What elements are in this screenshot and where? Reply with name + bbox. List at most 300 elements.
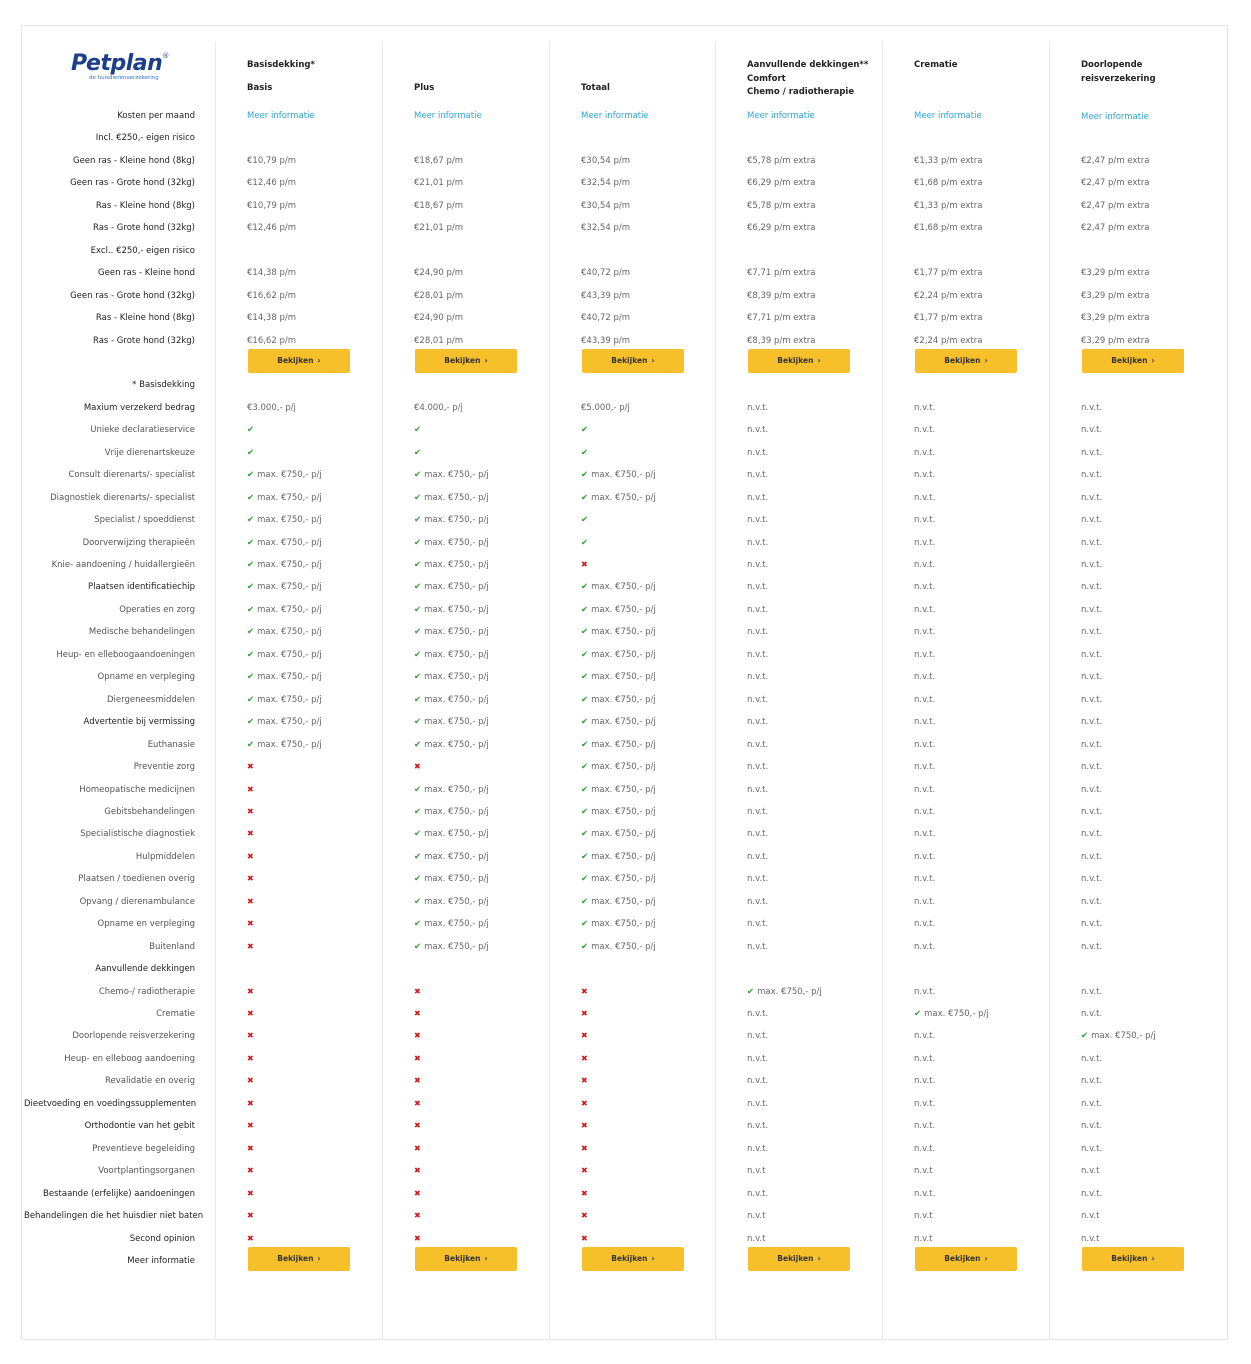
table-cell xyxy=(414,739,489,751)
cell-value: €10,79 p/m xyxy=(247,155,296,166)
cell-value: max. €750,- p/j xyxy=(591,806,656,817)
cell-value: n.v.t. xyxy=(1081,784,1103,795)
table-cell xyxy=(414,492,489,504)
table-cell xyxy=(1081,424,1102,436)
table-cell xyxy=(581,537,591,549)
table-cell xyxy=(247,469,322,481)
table-cell xyxy=(414,1165,421,1177)
cell-value: max. €750,- p/j xyxy=(257,739,322,750)
row-label: Ras - Grote hond (32kg) xyxy=(92,335,195,346)
table-cell xyxy=(247,761,254,773)
cell-value: n.v.t. xyxy=(747,582,769,593)
table-cell xyxy=(581,626,656,638)
cell-value: n.v.t. xyxy=(747,1098,769,1109)
cross-icon: ✖ xyxy=(247,762,254,772)
cross-icon: ✖ xyxy=(414,1009,421,1018)
cross-icon: ✖ xyxy=(414,762,421,772)
table-cell xyxy=(581,267,630,279)
cell-value: max. €750,- p/j xyxy=(591,649,656,660)
table-cell xyxy=(1081,1008,1102,1020)
bekijken-button[interactable] xyxy=(1082,1247,1184,1271)
table-cell xyxy=(747,784,768,796)
row-label: Preventie zorg xyxy=(133,762,195,773)
cross-icon: ✖ xyxy=(247,919,254,929)
table-cell xyxy=(247,649,322,661)
row-label: Chemo-/ radiotherapie xyxy=(98,986,195,997)
table-cell xyxy=(581,1008,588,1020)
cell-value: €18,67 p/m xyxy=(414,155,463,166)
table-cell xyxy=(1081,671,1102,683)
row-label: Advertentie bij vermissing xyxy=(83,717,195,728)
table-cell xyxy=(414,1075,421,1087)
cell-value: n.v.t. xyxy=(914,537,936,548)
table-cell xyxy=(414,1233,421,1245)
checkmark-icon: ✔ xyxy=(414,806,422,817)
table-cell xyxy=(747,1165,766,1177)
table-cell xyxy=(581,177,630,189)
table-cell xyxy=(1081,1053,1102,1065)
table-cell xyxy=(747,739,768,751)
table-cell xyxy=(581,335,630,347)
cell-value: €30,54 p/m xyxy=(581,155,630,166)
table-cell xyxy=(414,851,489,863)
table-cell xyxy=(414,1120,421,1132)
checkmark-icon: ✔ xyxy=(747,986,755,997)
registered-mark: ® xyxy=(162,52,170,60)
checkmark-icon: ✔ xyxy=(581,627,589,638)
table-cell xyxy=(581,1210,588,1222)
cross-icon: ✖ xyxy=(247,874,254,884)
table-cell xyxy=(247,873,254,885)
column-header-1: Basis xyxy=(247,83,273,93)
bekijken-button[interactable] xyxy=(748,349,850,373)
table-cell xyxy=(247,267,296,279)
checkmark-icon: ✔ xyxy=(414,919,422,930)
cell-value: €1,77 p/m extra xyxy=(914,313,983,324)
cross-icon: ✖ xyxy=(414,1121,421,1131)
row-label: Homeopatische medicijnen xyxy=(79,784,195,795)
checkmark-icon: ✔ xyxy=(247,694,255,705)
cell-value: €43,39 p/m xyxy=(581,335,630,346)
cross-icon: ✖ xyxy=(247,941,254,951)
table-cell xyxy=(747,604,768,616)
meer-informatie-link[interactable]: Meer informatie xyxy=(414,111,482,121)
row-label: Meer informatie xyxy=(127,1255,195,1266)
row-label: Maxium verzekerd bedrag xyxy=(83,402,195,413)
table-cell xyxy=(747,402,768,414)
table-cell xyxy=(747,537,768,549)
cross-icon: ✖ xyxy=(247,1076,254,1086)
table-cell xyxy=(1081,492,1102,504)
table-cell xyxy=(247,896,254,908)
table-cell xyxy=(581,671,656,683)
cell-value: n.v.t. xyxy=(1081,1188,1103,1199)
cell-value: max. €750,- p/j xyxy=(424,874,489,885)
row-label: Euthanasie xyxy=(147,739,195,750)
cross-icon: ✖ xyxy=(247,1031,254,1041)
cross-icon: ✖ xyxy=(414,1166,421,1176)
cross-icon: ✖ xyxy=(247,1233,254,1243)
cell-value: n.v.t xyxy=(914,1211,933,1222)
cross-icon: ✖ xyxy=(247,1098,254,1108)
checkmark-icon: ✔ xyxy=(247,492,255,503)
cell-value: €2,47 p/m extra xyxy=(1081,155,1150,166)
button-label: Bekijken xyxy=(444,1253,481,1263)
table-cell xyxy=(1081,761,1102,773)
cell-value: €16,62 p/m xyxy=(247,290,296,301)
cell-value: max. €750,- p/j xyxy=(424,560,489,570)
cell-value: n.v.t. xyxy=(1081,806,1103,817)
cell-value: n.v.t. xyxy=(914,560,936,570)
table-cell xyxy=(581,222,630,234)
table-cell xyxy=(581,694,656,706)
checkmark-icon: ✔ xyxy=(414,784,422,795)
cell-value: max. €750,- p/j xyxy=(257,560,322,570)
cell-value: n.v.t. xyxy=(914,582,936,593)
cell-value: n.v.t. xyxy=(914,672,936,683)
cross-icon: ✖ xyxy=(414,1143,421,1153)
cell-value: n.v.t. xyxy=(1081,1076,1103,1087)
cell-value: n.v.t. xyxy=(914,829,936,840)
table-cell xyxy=(747,312,815,324)
table-cell xyxy=(247,671,322,683)
table-cell xyxy=(914,1233,933,1245)
meer-informatie-link[interactable]: Meer informatie xyxy=(247,111,315,121)
cross-icon: ✖ xyxy=(581,1076,588,1086)
table-cell xyxy=(1081,806,1102,818)
cell-value: max. €750,- p/j xyxy=(757,986,822,997)
cross-icon: ✖ xyxy=(581,1009,588,1018)
table-cell xyxy=(414,200,463,212)
table-cell xyxy=(914,986,935,998)
table-cell xyxy=(1081,784,1102,796)
cell-value: €6,29 p/m extra xyxy=(747,178,816,189)
cell-value: n.v.t xyxy=(747,1211,766,1222)
bekijken-button[interactable] xyxy=(582,1247,684,1271)
column-header-6: reisverzekering xyxy=(1081,73,1156,84)
table-cell xyxy=(247,918,254,930)
bekijken-button[interactable] xyxy=(415,349,517,373)
table-cell xyxy=(747,1210,766,1222)
row-label: Geen ras - Kleine hond (8kg) xyxy=(72,155,195,166)
cell-value: n.v.t. xyxy=(914,739,936,750)
table-cell xyxy=(747,694,768,706)
bekijken-button[interactable] xyxy=(415,1247,517,1271)
cell-value: n.v.t. xyxy=(747,470,769,481)
bekijken-button[interactable] xyxy=(248,349,350,373)
table-cell xyxy=(581,200,630,212)
checkmark-icon: ✔ xyxy=(414,447,422,458)
bekijken-button[interactable] xyxy=(1082,349,1184,373)
cell-value: n.v.t xyxy=(747,1166,766,1177)
table-cell xyxy=(1081,941,1102,953)
table-cell xyxy=(414,604,489,616)
cell-value: n.v.t. xyxy=(747,560,769,570)
cell-value: n.v.t. xyxy=(914,784,936,795)
table-cell xyxy=(414,1053,421,1065)
table-cell xyxy=(581,581,656,593)
checkmark-icon: ✔ xyxy=(414,672,422,683)
table-cell xyxy=(1081,1143,1102,1155)
cell-value: n.v.t. xyxy=(914,1053,936,1064)
cross-icon: ✖ xyxy=(247,1121,254,1131)
table-cell xyxy=(747,1143,768,1155)
checkmark-icon: ✔ xyxy=(581,649,589,660)
cell-value: €30,54 p/m xyxy=(581,200,630,211)
table-cell xyxy=(747,492,768,504)
cell-value: max. €750,- p/j xyxy=(591,604,656,615)
table-cell xyxy=(747,1030,768,1042)
table-cell xyxy=(747,896,768,908)
cell-value: max. €750,- p/j xyxy=(257,672,322,683)
table-cell xyxy=(914,828,935,840)
table-cell xyxy=(581,761,656,773)
row-label: Hulpmiddelen xyxy=(135,851,195,862)
table-cell xyxy=(747,222,815,234)
cell-value: €6,29 p/m extra xyxy=(747,223,816,234)
table-cell xyxy=(1081,514,1102,526)
checkmark-icon: ✔ xyxy=(581,537,589,548)
cell-value: n.v.t. xyxy=(1081,402,1103,413)
table-cell xyxy=(914,335,982,347)
table-cell xyxy=(1081,290,1149,302)
table-cell xyxy=(914,1188,935,1200)
table-cell xyxy=(581,492,656,504)
cell-value: n.v.t. xyxy=(747,739,769,750)
checkmark-icon: ✔ xyxy=(581,582,589,593)
cell-value: €40,72 p/m xyxy=(581,268,630,279)
table-cell xyxy=(414,694,489,706)
table-cell xyxy=(914,1143,935,1155)
table-cell xyxy=(1081,1165,1100,1177)
cell-value: max. €750,- p/j xyxy=(591,784,656,795)
button-label: Bekijken xyxy=(444,355,481,365)
cell-value: €8,39 p/m extra xyxy=(747,290,816,301)
row-label: Ras - Kleine hond (8kg) xyxy=(95,313,195,324)
table-cell xyxy=(581,514,591,526)
cell-value: max. €750,- p/j xyxy=(424,851,489,862)
cell-value: max. €750,- p/j xyxy=(424,829,489,840)
checkmark-icon: ✔ xyxy=(247,582,255,593)
table-cell xyxy=(414,1210,421,1222)
table-cell xyxy=(247,581,322,593)
bekijken-button[interactable] xyxy=(915,349,1017,373)
cell-value: €1,68 p/m extra xyxy=(914,223,983,234)
cell-value: n.v.t. xyxy=(914,919,936,930)
table-cell xyxy=(1081,469,1102,481)
checkmark-icon: ✔ xyxy=(414,582,422,593)
table-cell xyxy=(914,492,935,504)
cell-value: n.v.t. xyxy=(1081,851,1103,862)
brand-name: Petplan xyxy=(71,51,163,76)
cell-value: n.v.t. xyxy=(914,1143,936,1154)
checkmark-icon: ✔ xyxy=(581,739,589,750)
cell-value: max. €750,- p/j xyxy=(424,537,489,548)
cell-value: n.v.t. xyxy=(914,941,936,952)
table-cell xyxy=(247,1075,254,1087)
cell-value: n.v.t. xyxy=(1081,739,1103,750)
cell-value: n.v.t. xyxy=(1081,694,1103,705)
table-cell xyxy=(1081,918,1102,930)
meer-informatie-link[interactable]: Meer informatie xyxy=(581,111,649,121)
table-cell xyxy=(247,626,322,638)
table-cell xyxy=(247,290,296,302)
checkmark-icon: ✔ xyxy=(414,896,422,907)
cell-value: n.v.t. xyxy=(747,627,769,638)
table-cell xyxy=(747,941,768,953)
table-cell xyxy=(581,739,656,751)
row-label: Heup- en elleboogaandoeningen xyxy=(56,649,195,660)
button-label: Bekijken xyxy=(277,355,314,365)
cell-value: n.v.t. xyxy=(747,874,769,885)
row-label: Excl.. €250,- eigen risico xyxy=(90,245,195,256)
table-cell xyxy=(414,424,424,436)
meer-informatie-link[interactable]: Meer informatie xyxy=(1081,112,1149,122)
table-cell xyxy=(914,581,935,593)
column-header-6: Doorlopende xyxy=(1081,60,1143,70)
row-label: Preventieve begeleiding xyxy=(92,1143,195,1154)
table-cell xyxy=(914,1075,935,1087)
column-header-4: Aanvullende dekkingen** xyxy=(747,60,869,70)
table-cell xyxy=(747,716,768,728)
cell-value: n.v.t. xyxy=(1081,515,1103,526)
table-cell xyxy=(914,739,935,751)
table-cell xyxy=(247,694,322,706)
cell-value: n.v.t. xyxy=(914,1121,936,1132)
cell-value: n.v.t. xyxy=(747,694,769,705)
table-cell xyxy=(914,671,935,683)
cell-value: n.v.t. xyxy=(914,986,936,997)
table-cell xyxy=(914,1098,935,1110)
bekijken-button[interactable] xyxy=(582,349,684,373)
table-cell xyxy=(914,918,935,930)
table-cell xyxy=(414,1188,421,1200)
table-cell xyxy=(414,447,424,459)
button-label: Bekijken xyxy=(777,355,814,365)
table-cell xyxy=(747,335,815,347)
cell-value: n.v.t. xyxy=(747,425,769,436)
table-cell xyxy=(1081,739,1102,751)
cell-value: €1,77 p/m extra xyxy=(914,268,983,279)
cell-value: max. €750,- p/j xyxy=(424,672,489,683)
table-cell xyxy=(581,918,656,930)
bekijken-button[interactable] xyxy=(748,1247,850,1271)
meer-informatie-link[interactable]: Meer informatie xyxy=(914,111,982,121)
table-cell xyxy=(1081,851,1102,863)
row-label: Gebitsbehandelingen xyxy=(104,806,195,817)
table-cell xyxy=(747,649,768,661)
cell-value: n.v.t. xyxy=(747,1031,769,1042)
table-cell xyxy=(1081,716,1102,728)
checkmark-icon: ✔ xyxy=(247,717,255,728)
cell-value: €1,33 p/m extra xyxy=(914,155,983,166)
cell-value: n.v.t. xyxy=(747,762,769,773)
cross-icon: ✖ xyxy=(247,829,254,839)
cell-value: max. €750,- p/j xyxy=(424,784,489,795)
cell-value: €16,62 p/m xyxy=(247,335,296,346)
table-cell xyxy=(914,896,935,908)
table-cell xyxy=(747,986,822,998)
row-label: Opname en verpleging xyxy=(97,672,195,683)
table-cell xyxy=(414,402,463,414)
table-cell xyxy=(247,941,254,953)
cross-icon: ✖ xyxy=(581,1233,588,1243)
table-cell xyxy=(914,941,935,953)
table-cell xyxy=(914,1210,933,1222)
table-cell xyxy=(581,784,656,796)
row-label: Kosten per maand xyxy=(117,111,195,121)
bekijken-button[interactable] xyxy=(915,1247,1017,1271)
table-cell xyxy=(914,469,935,481)
cross-icon: ✖ xyxy=(581,1166,588,1176)
cell-value: n.v.t. xyxy=(914,762,936,773)
cell-value: n.v.t. xyxy=(914,649,936,660)
checkmark-icon: ✔ xyxy=(247,447,255,458)
cell-value: n.v.t. xyxy=(1081,1098,1103,1109)
table-cell xyxy=(747,559,768,571)
checkmark-icon: ✔ xyxy=(414,829,422,840)
table-cell xyxy=(247,155,296,167)
checkmark-icon: ✔ xyxy=(247,537,255,548)
bekijken-button[interactable] xyxy=(248,1247,350,1271)
checkmark-icon: ✔ xyxy=(581,470,589,481)
column-divider xyxy=(882,42,883,1340)
table-cell xyxy=(914,716,935,728)
cell-value: €21,01 p/m xyxy=(414,223,463,234)
table-cell xyxy=(581,649,656,661)
cell-value: max. €750,- p/j xyxy=(591,762,656,773)
table-cell xyxy=(581,604,656,616)
checkmark-icon: ✔ xyxy=(581,425,589,436)
table-cell xyxy=(914,604,935,616)
cell-value: n.v.t. xyxy=(914,447,936,458)
table-cell xyxy=(247,492,322,504)
meer-informatie-link[interactable]: Meer informatie xyxy=(747,111,815,121)
table-cell xyxy=(914,784,935,796)
table-cell xyxy=(1081,873,1102,885)
cell-value: n.v.t xyxy=(1081,1233,1100,1244)
cell-value: n.v.t. xyxy=(747,1143,769,1154)
table-cell xyxy=(914,851,935,863)
cell-value: n.v.t. xyxy=(747,1076,769,1087)
row-label: Doorverwijzing therapieën xyxy=(82,537,195,548)
table-cell xyxy=(581,312,630,324)
table-cell xyxy=(247,1120,254,1132)
button-label: Bekijken xyxy=(777,1253,814,1263)
table-cell xyxy=(1081,1030,1156,1042)
cell-value: €28,01 p/m xyxy=(414,335,463,346)
table-cell xyxy=(747,761,768,773)
table-cell xyxy=(581,1098,588,1110)
table-cell xyxy=(1081,335,1149,347)
table-cell xyxy=(414,986,421,998)
cell-value: max. €750,- p/j xyxy=(591,739,656,750)
table-cell xyxy=(414,514,489,526)
row-label: Geen ras - Grote hond (32kg) xyxy=(70,178,195,189)
table-cell xyxy=(914,626,935,638)
cross-icon: ✖ xyxy=(414,986,421,996)
table-cell xyxy=(414,806,489,818)
cell-value: €3,29 p/m extra xyxy=(1081,335,1150,346)
cross-icon: ✖ xyxy=(247,806,254,816)
table-cell xyxy=(1081,896,1102,908)
cell-value: max. €750,- p/j xyxy=(424,717,489,728)
table-cell xyxy=(414,155,463,167)
table-cell xyxy=(414,335,463,347)
cell-value: n.v.t. xyxy=(1081,470,1103,481)
table-cell xyxy=(581,1233,588,1245)
checkmark-icon: ✔ xyxy=(247,739,255,750)
